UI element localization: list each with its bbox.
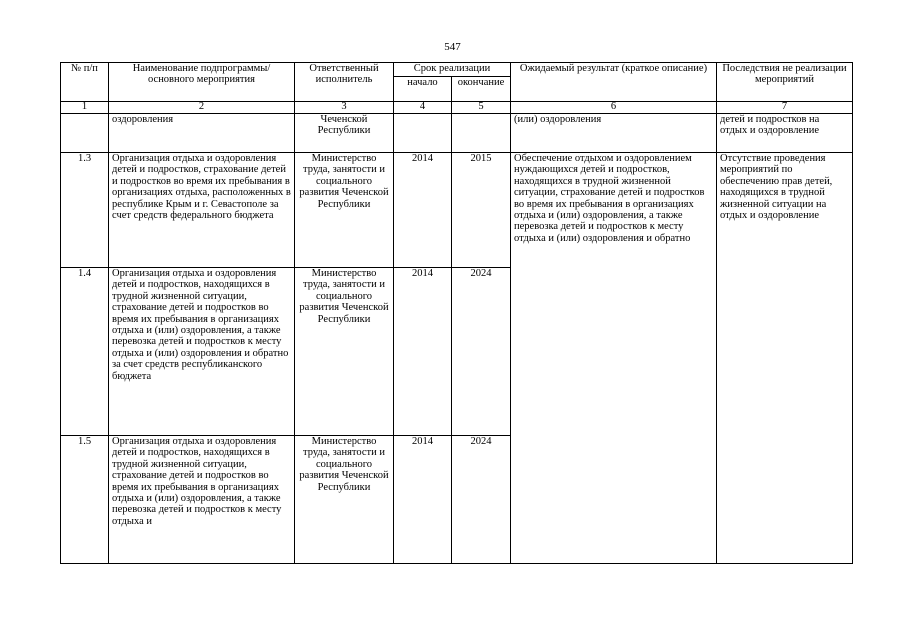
consequence-cell: детей и подростков на отдых и оздоровление [717, 114, 853, 153]
index-cell: 3 [295, 102, 394, 114]
row-start-year: 2014 [394, 436, 452, 564]
program-table [60, 62, 853, 564]
header-consequence: Последствия не реализации мероприятий [717, 63, 853, 102]
end-cell [452, 114, 511, 153]
row-executor: Министерство труда, занятости и социального развития Чеченской Республики [295, 153, 394, 268]
index-cell: 4 [394, 102, 452, 114]
row-end-year: 2024 [452, 436, 511, 564]
header-name: Наименование подпрограммы/ основного мероприятия [109, 63, 295, 102]
header-result: Ожидаемый результат (краткое описание) [511, 63, 717, 102]
merged-result-cell: Обеспечение отдыхом и оздоровлением нуждающихся детей и подростков, находящихся в трудной жизненной ситуации, страхование детей и подростков во время их пребывания в организациях отдыха и (или) оздоровления, а также перевозка детей и подростков к месту отдыха и (или) оздоровления и обратно [511, 153, 717, 564]
row-start-year: 2014 [394, 268, 452, 436]
row-end-year: 2015 [452, 153, 511, 268]
index-cell: 6 [511, 102, 717, 114]
result-cell: (или) оздоровления [511, 114, 717, 153]
row-name: Организация отдыха и оздоровления детей и подростков, находящихся в трудной жизненной ситуации, страхование детей и подростков во время их пребывания в организациях отдыха и (или) оздоровления, а также перевозка детей и подростков к месту отдыха и (или) оздоровления и обратно за счет средств республиканского бюджета [109, 268, 295, 436]
executor-cell: Чеченской Республики [295, 114, 394, 153]
row-number: 1.5 [61, 436, 109, 564]
header-end: окончание [452, 77, 511, 102]
row-name: Организация отдыха и оздоровления детей и подростков, страхование детей и подростков во время их пребывания в организациях отдыха, расположенных в республике Крым и г. Севастополе за счет средств федерального бюджета [109, 153, 295, 268]
name-cell: оздоровления [109, 114, 295, 153]
header-num: № п/п [61, 63, 109, 102]
header-period: Срок реализации [394, 63, 511, 77]
header-executor: Ответственный исполнитель [295, 63, 394, 102]
start-cell [394, 114, 452, 153]
row-executor: Министерство труда, занятости и социального развития Чеченской Республики [295, 268, 394, 436]
index-cell: 2 [109, 102, 295, 114]
index-cell: 5 [452, 102, 511, 114]
row-end-year: 2024 [452, 268, 511, 436]
table-row [61, 153, 853, 268]
header-start: начало [394, 77, 452, 102]
index-cell: 7 [717, 102, 853, 114]
row-number: 1.4 [61, 268, 109, 436]
column-index-row [61, 102, 853, 114]
row-name: Организация отдыха и оздоровления детей и подростков, находящихся в трудной жизненной ситуации, страхование детей и подростков во время их пребывания в организациях отдыха и (или) оздоровления, а также перевозка детей и подростков к месту отдыха и [109, 436, 295, 564]
num-cell [61, 114, 109, 153]
row-number: 1.3 [61, 153, 109, 268]
merged-consequence-cell: Отсутствие проведения мероприятий по обеспечению прав детей, находящихся в трудной жизненной ситуации на отдых и оздоровление [717, 153, 853, 564]
row-start-year: 2014 [394, 153, 452, 268]
page-number: 547 [444, 41, 461, 53]
row-executor: Министерство труда, занятости и социального развития Чеченской Республики [295, 436, 394, 564]
continuation-row [61, 114, 853, 153]
index-cell: 1 [61, 102, 109, 114]
